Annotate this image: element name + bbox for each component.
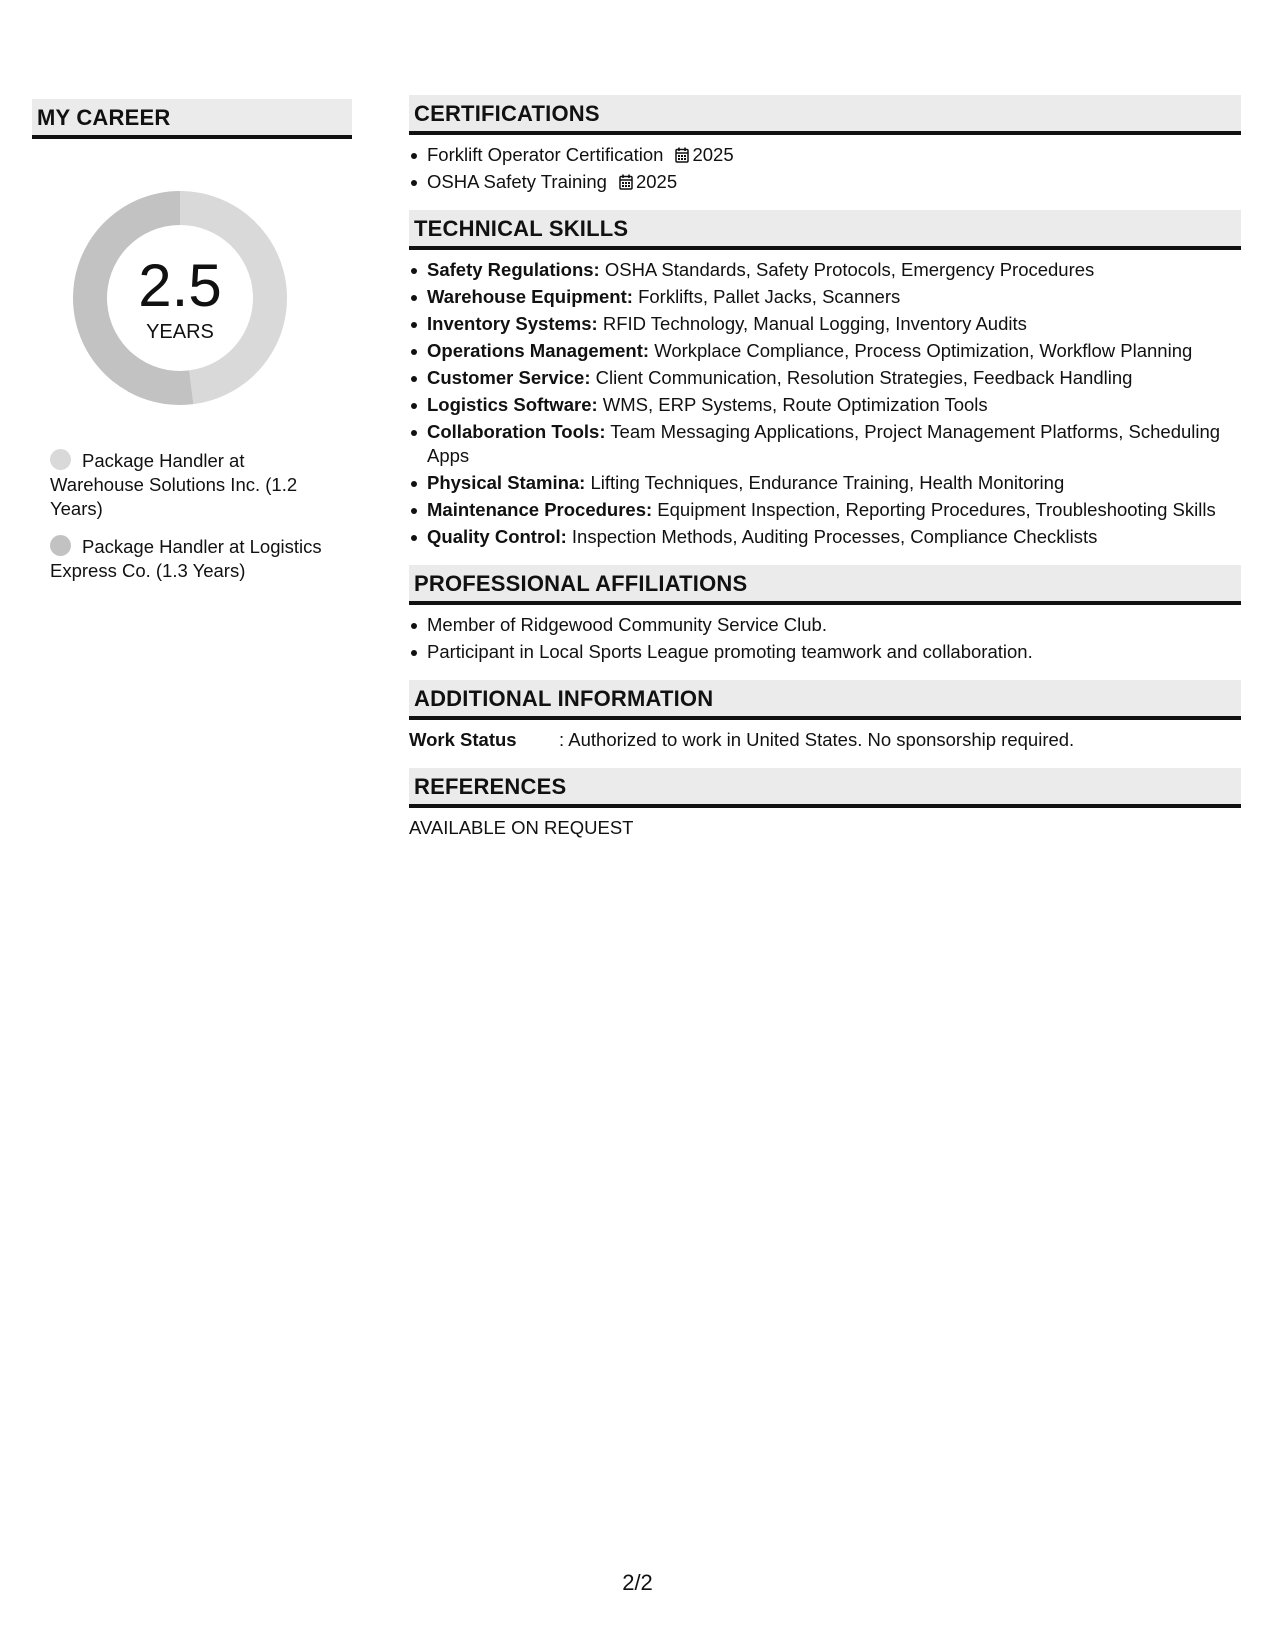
skill-detail: RFID Technology, Manual Logging, Inventory Audits [602, 313, 1027, 334]
certification-name: Forklift Operator Certification [427, 144, 664, 165]
certification-year: 2025 [692, 144, 734, 165]
page-number: 2/2 [622, 1570, 653, 1595]
skill-item [427, 339, 1241, 363]
skill-name: Quality Control: [427, 526, 567, 547]
skill-name: Warehouse Equipment: [427, 286, 633, 307]
calendar-icon [675, 147, 689, 163]
career-legend [50, 449, 330, 583]
career-sidebar [32, 99, 352, 597]
skill-detail: Client Communication, Resolution Strategies, Feedback Handling [595, 367, 1133, 388]
technical-skills-heading: TECHNICAL SKILLS [409, 210, 1241, 250]
list-item: Member of Ridgewood Community Service Club. [427, 613, 1241, 637]
references-section [409, 768, 1241, 840]
skill-item [427, 312, 1241, 336]
skill-item [427, 471, 1241, 495]
total-years-unit: YEARS [146, 321, 214, 343]
work-status-value: : Authorized to work in United States. No sponsorship required. [559, 729, 1075, 750]
skill-name: Safety Regulations: [427, 259, 600, 280]
skill-detail: Team Messaging Applications, Project Management Platforms, Scheduling Apps [427, 421, 1221, 466]
work-status-label: Work Status [409, 729, 517, 750]
calendar-icon [619, 174, 633, 190]
work-status-row [409, 728, 1241, 752]
affiliations-list [409, 613, 1241, 664]
affiliations-section [409, 565, 1241, 664]
career-donut-chart [65, 183, 295, 413]
certification-name: OSHA Safety Training [427, 171, 607, 192]
skill-item [427, 366, 1241, 390]
skill-name: Collaboration Tools: [427, 421, 606, 442]
references-text: AVAILABLE ON REQUEST [409, 817, 634, 838]
skill-detail: Inspection Methods, Auditing Processes, Compliance Checklists [571, 526, 1098, 547]
skill-name: Operations Management: [427, 340, 650, 361]
skill-detail: WMS, ERP Systems, Route Optimization Tools [602, 394, 988, 415]
skill-item [427, 258, 1241, 282]
certification-item [427, 143, 1241, 167]
career-legend-item [50, 535, 330, 583]
skill-detail: Equipment Inspection, Reporting Procedures, Troubleshooting Skills [657, 499, 1216, 520]
skill-item [427, 420, 1241, 468]
references-heading: REFERENCES [409, 768, 1241, 808]
career-legend-label: Package Handler at Warehouse Solutions Inc. (1.2 Years) [50, 450, 298, 519]
skill-name: Customer Service: [427, 367, 591, 388]
certifications-heading: CERTIFICATIONS [409, 95, 1241, 135]
certifications-list [409, 143, 1241, 194]
additional-info-section [409, 680, 1241, 752]
skill-item [427, 525, 1241, 549]
affiliations-heading: PROFESSIONAL AFFILIATIONS [409, 565, 1241, 605]
career-heading: MY CAREER [32, 99, 352, 139]
skill-name: Physical Stamina: [427, 472, 586, 493]
skill-name: Maintenance Procedures: [427, 499, 653, 520]
skill-detail: Workplace Compliance, Process Optimization, Workflow Planning [654, 340, 1193, 361]
certifications-section [409, 95, 1241, 194]
skill-detail: OSHA Standards, Safety Protocols, Emergency Procedures [604, 259, 1095, 280]
career-legend-label: Package Handler at Logistics Express Co. (1.3 Years) [50, 536, 322, 581]
list-item: Participant in Local Sports League promoting teamwork and collaboration. [427, 640, 1241, 664]
additional-info-heading: ADDITIONAL INFORMATION [409, 680, 1241, 720]
skill-item [427, 498, 1241, 522]
main-content [409, 95, 1241, 856]
technical-skills-list [409, 258, 1241, 549]
legend-dot-icon [50, 449, 71, 470]
skill-name: Inventory Systems: [427, 313, 598, 334]
technical-skills-section [409, 210, 1241, 549]
skill-detail: Forklifts, Pallet Jacks, Scanners [638, 286, 901, 307]
skill-detail: Lifting Techniques, Endurance Training, Health Monitoring [590, 472, 1065, 493]
skill-item [427, 393, 1241, 417]
skill-item [427, 285, 1241, 309]
certification-item [427, 170, 1241, 194]
career-legend-item [50, 449, 330, 521]
legend-dot-icon [50, 535, 71, 556]
donut-center [65, 183, 295, 413]
skill-name: Logistics Software: [427, 394, 598, 415]
total-years-value: 2.5 [138, 252, 222, 319]
certification-year: 2025 [635, 171, 678, 192]
